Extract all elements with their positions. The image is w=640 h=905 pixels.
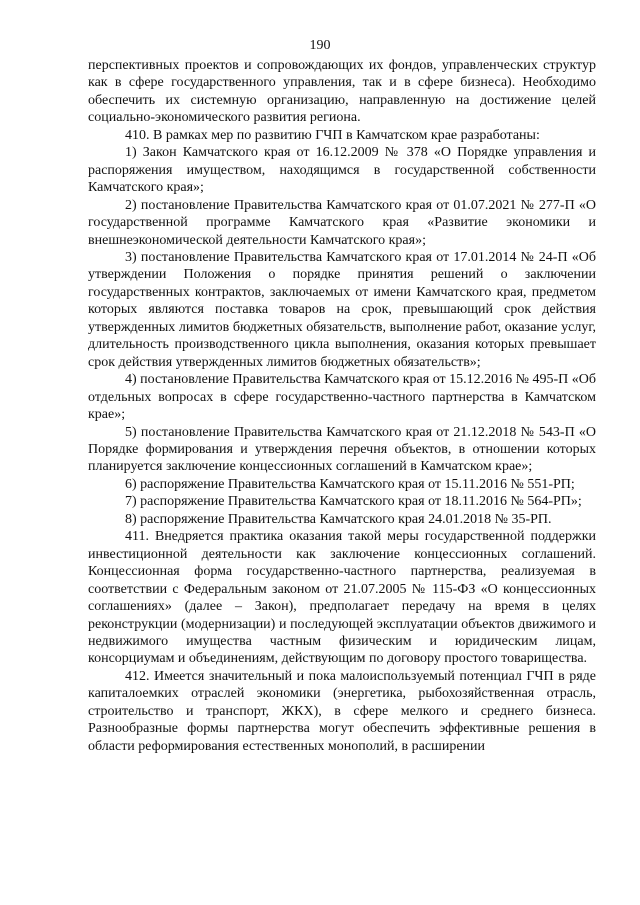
list-item-4: 4) постановление Правительства Камчатского края от 15.12.2016 № 495-П «Об отдельных вопросах в сфере государственно-частного партнерства в Камчатском крае»;	[88, 372, 596, 423]
list-item-2: 2) постановление Правительства Камчатского края от 01.07.2021 № 277-П «О государственной программе Камчатского края «Развитие экономики и внешнеэкономической деятельности Камчатского края»;	[88, 197, 596, 248]
paragraph-continuation: перспективных проектов и сопровождающих их фондов, управленческих структур как в сфере государственного управления, так и в сфере бизнеса). Необходимо обеспечить их системную организацию, направленную на достижение целей социально-экономического развития региона.	[88, 58, 596, 126]
list-item-7: 7) распоряжение Правительства Камчатского края от 18.11.2016 № 564-РП»;	[125, 494, 582, 510]
list-item-6: 6) распоряжение Правительства Камчатского края от 15.11.2016 № 551-РП;	[125, 476, 575, 492]
list-item-3: 3) постановление Правительства Камчатского края от 17.01.2014 № 24-П «Об утверждении Положения о порядке принятия решений о заключении государственных контрактов, заключаемых от имени Камчатского края, предметом которых являются поставка товаров на срок, превышающий срок действия утвержденных лимитов бюджетных обязательств, выполнение работ, оказание услуг, длительность производственного цикла выполнения, оказания которых превышает срок действия утвержденных лимитов бюджетных обязательств»;	[88, 249, 596, 370]
list-item-8: 8) распоряжение Правительства Камчатского края 24.01.2018 № 35-РП.	[125, 511, 552, 527]
list-item-5: 5) постановление Правительства Камчатского края от 21.12.2018 № 543-П «О Порядке формирования и утверждения перечня объектов, в отношении которых планируется заключение концессионных соглашений в Камчатском крае»;	[88, 424, 596, 475]
paragraph-410: 410. В рамках мер по развитию ГЧП в Камчатском крае разработаны:	[125, 127, 540, 143]
body-text	[88, 57, 596, 755]
paragraph-411: 411. Внедряется практика оказания такой меры государственной поддержки инвестиционной деятельности как заключение концессионных соглашений. Концессионная форма государственно-частного партнерства, реализуемая в соответствии с Федеральным законом от 21.07.2005 № 115-ФЗ «О концессионных соглашениях» (далее – Закон), предполагает передачу на время в целях реконструкции (модернизации) и последующей эксплуатации объектов движимого и недвижимого имущества частным физическим и юридическим лицам, консорциумам и объединениям, действующим по договору простого товарищества.	[88, 529, 596, 667]
paragraph-412: 412. Имеется значительный и пока малоиспользуемый потенциал ГЧП в ряде капиталоемких отраслей экономики (энергетика, рыбохозяйственная отрасль, строительство и транспорт, ЖКХ), в сфере мелкого и среднего бизнеса. Разнообразные формы партнерства могут обеспечить эффективные решения в области реформирования естественных монополий, в расширении	[88, 668, 596, 754]
page-number: 190	[309, 38, 331, 53]
list-item-1: 1) Закон Камчатского края от 16.12.2009 № 378 «О Порядке управления и распоряжения имуществом, находящимся в государственной собственности Камчатского края»;	[88, 145, 596, 196]
